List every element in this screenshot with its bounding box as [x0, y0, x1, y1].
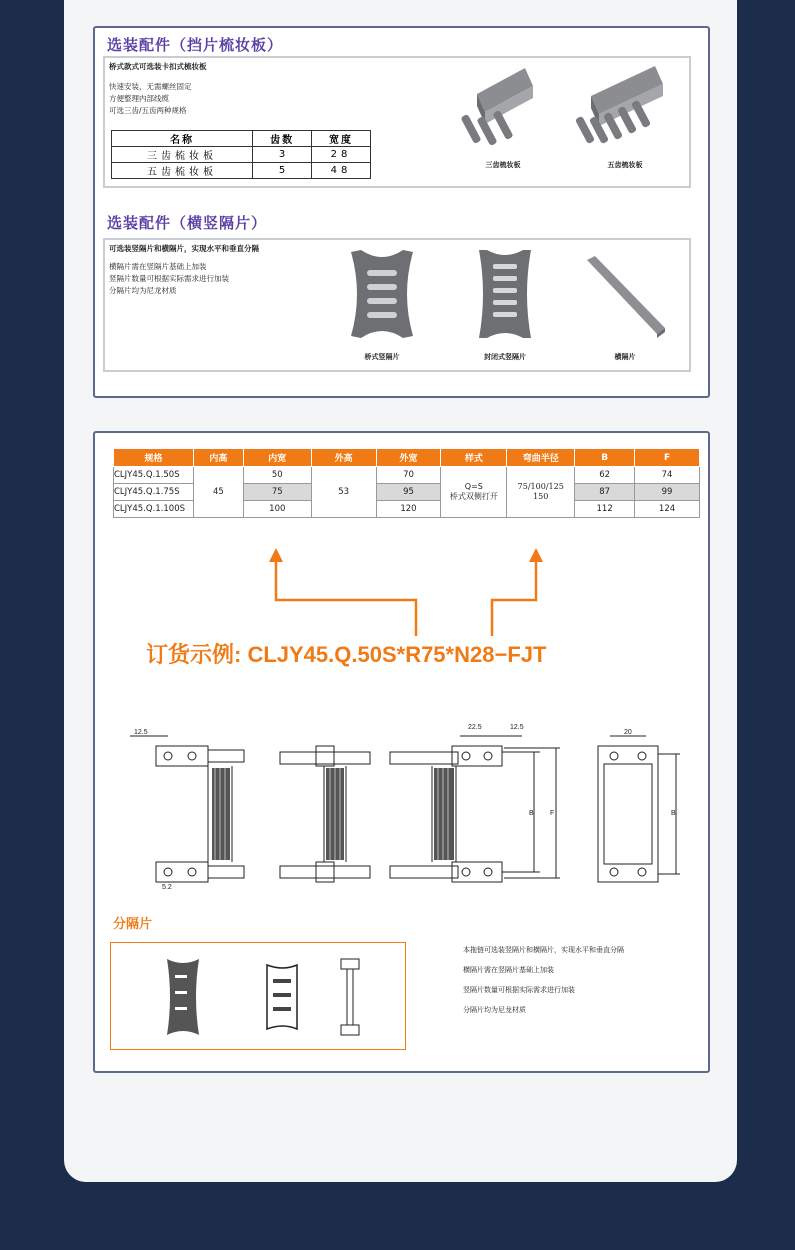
section2-subtitle: 可选装竖隔片和横隔片，实现水平和垂直分隔: [109, 244, 259, 253]
dim-b-right: B: [671, 810, 676, 817]
spec-table-header: 规格 内高 内宽 外高 外宽 样式 弯曲半径 B F: [114, 449, 700, 467]
section2-note-2: 竖隔片数量可根据实际需求进行加装: [109, 274, 229, 283]
partition-note-1: 本拖链可选装竖隔片和横隔片，实现水平和垂直分隔: [463, 946, 624, 954]
comb-header-width: 宽度: [312, 131, 371, 147]
partition-drawings: [163, 957, 373, 1037]
accessories-card: [93, 26, 710, 398]
closed-separator-image: [475, 246, 535, 342]
bend-radius: 75/100/125: [517, 482, 564, 491]
dim-12-5-right: 12.5: [510, 724, 524, 731]
section2-note-3: 分隔片均为尼龙材质: [109, 286, 177, 295]
bend-radius-2: 150: [533, 492, 549, 501]
five-tooth-caption: 五齿梳妆板: [607, 161, 643, 169]
partition-note-3: 竖隔片数量可根据实际需求进行加装: [463, 986, 575, 994]
comb-table: [111, 130, 371, 179]
three-tooth-comb-image: [455, 66, 550, 154]
dim-20: 20: [624, 729, 632, 736]
section1-subtitle: 桥式款式可选装卡扣式梳妆板: [109, 62, 207, 71]
section1-note-3: 可选三齿/五齿两种规格: [109, 106, 187, 115]
section1-panel: [103, 56, 691, 188]
spec-table: [113, 448, 700, 518]
table-row: 三齿梳妆板 3 28: [112, 147, 371, 163]
partition-note-2: 横隔片需在竖隔片基础上加装: [463, 966, 554, 974]
dim-b-left: B: [529, 810, 534, 817]
partition-note-4: 分隔片均为尼龙材质: [463, 1006, 526, 1014]
dim-12-5-left: 12.5: [134, 729, 148, 736]
technical-drawing: [120, 722, 700, 898]
three-tooth-caption: 三齿梳妆板: [485, 161, 521, 169]
bridge-separator-caption: 桥式竖隔片: [364, 353, 400, 361]
partition-box: [110, 942, 406, 1050]
comb-header-name: 名称: [112, 131, 253, 147]
dim-22-5: 22.5: [468, 724, 482, 731]
order-arrows: [260, 546, 560, 638]
table-row: 五齿梳妆板 5 48: [112, 163, 371, 179]
horizontal-separator-caption: 横隔片: [614, 353, 636, 361]
table-row: CLJY45.Q.1.50S 45 50 53 70 Q=S 桥式双侧打开 75/100/125 150 62 74: [114, 467, 700, 484]
comb-header-teeth: 齿数: [253, 131, 312, 147]
section1-title: 选装配件（挡片梳妆板）: [107, 36, 284, 54]
table-row: CLJY45.Q.1.75S 75 95 87 99: [114, 484, 700, 501]
bridge-separator-image: [347, 246, 417, 342]
section1-note-2: 方便整理内部线缆: [109, 94, 169, 103]
section2-panel: [103, 238, 691, 372]
section2-note-1: 横隔片需在竖隔片基础上加装: [109, 262, 207, 271]
five-tooth-comb-image: [571, 66, 681, 154]
dim-f: F: [550, 810, 555, 817]
partition-title: 分隔片: [113, 917, 153, 932]
style-code: Q=S: [464, 482, 483, 491]
table-row: CLJY45.Q.1.100S 100 120 112 124: [114, 501, 700, 518]
dim-5-2: 5.2: [162, 884, 172, 891]
style-desc: 桥式双侧打开: [449, 492, 498, 501]
section2-title: 选装配件（横竖隔片）: [107, 214, 268, 232]
horizontal-separator-image: [583, 252, 669, 338]
order-example: 订货示例: CLJY45.Q.50S*R75*N28−FJT: [146, 642, 547, 667]
closed-separator-caption: 封闭式竖隔片: [484, 353, 526, 361]
section1-note-1: 快速安装，无需螺丝固定: [109, 82, 192, 91]
